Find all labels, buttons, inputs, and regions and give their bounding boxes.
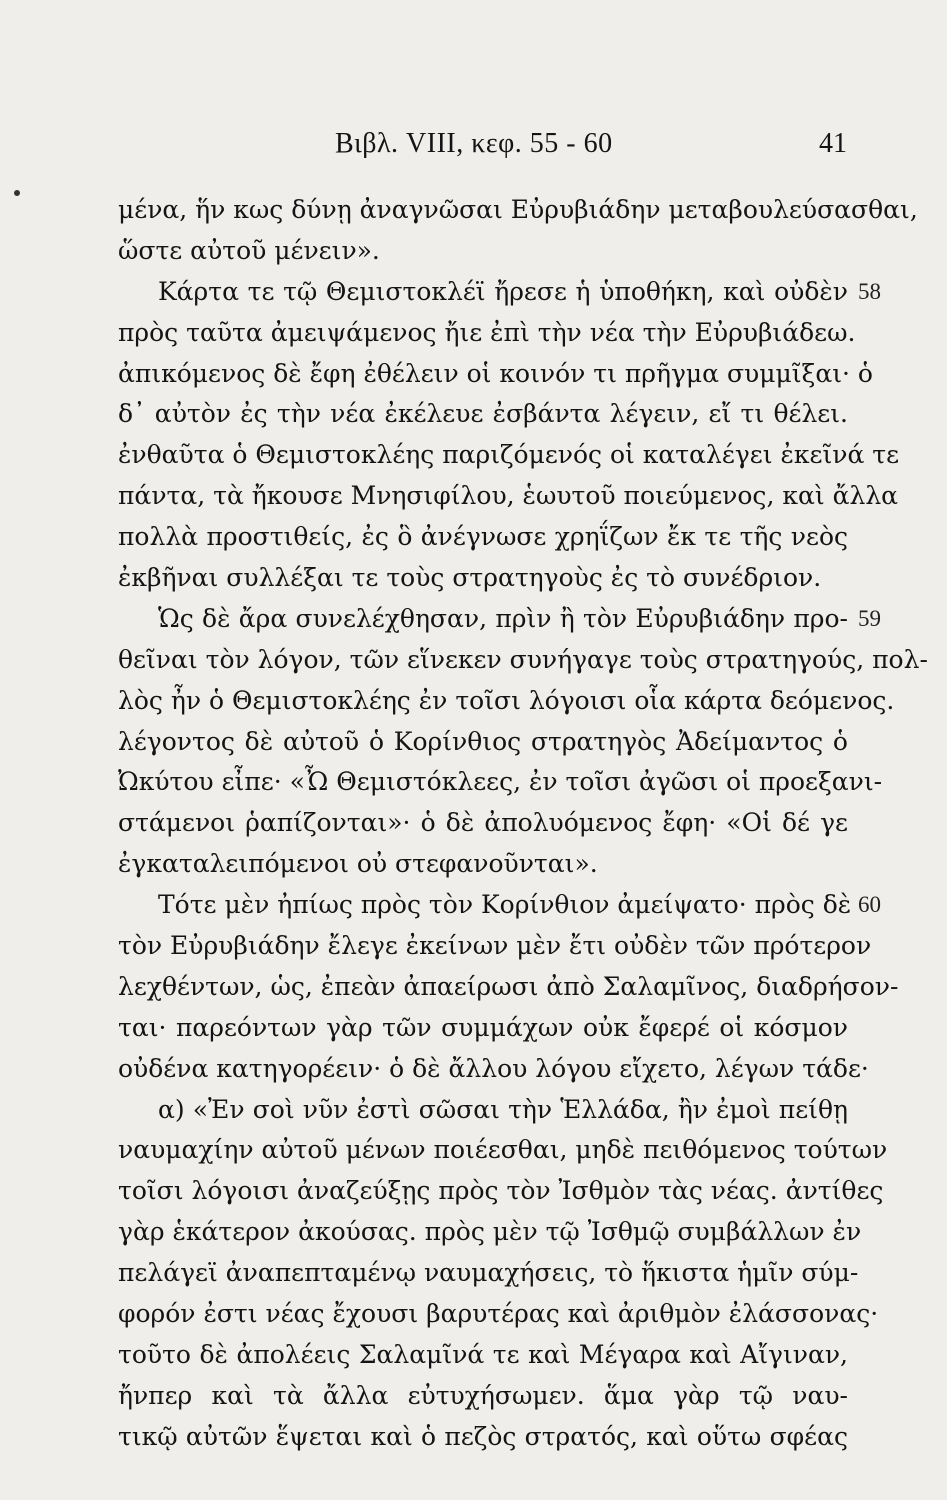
- text-line: [118, 476, 899, 517]
- text-line: [118, 558, 848, 599]
- line-text: λέγοντος δὲ αὐτοῦ ὁ Κορίνθιος στρατηγὸς Ἀδείμαντος ὁ: [118, 726, 848, 756]
- line-text: ἐγκαταλειπόμενοι οὐ στεφανοῦνται».: [118, 849, 598, 879]
- line-text: Ὡς δὲ ἄρα συνελέχθησαν, πρὶν ἢ τὸν Εὐρυβιάδην προ-: [158, 603, 848, 633]
- text-line: [118, 1130, 888, 1171]
- line-text: ἐνθαῦτα ὁ Θεμιστοκλέης παριζόμενός οἱ καταλέγει ἐκεῖνά τε: [118, 440, 900, 470]
- line-text: δ᾽ αὐτὸν ἐς τὴν νέα ἐκέλευε ἐσβάντα λέγειν, εἴ τι θέλει.: [118, 399, 848, 429]
- text-line: [118, 1417, 848, 1458]
- line-text: πρὸς ταῦτα ἀμειψάμενος ἤιε ἐπὶ τὴν νέα τὴν Εὐρυβιάδεω.: [118, 317, 856, 347]
- print-speck: [14, 190, 20, 196]
- chapter-number: 58: [858, 278, 881, 304]
- page-number: 41: [819, 128, 847, 159]
- line-text: οὐδένα κατηγορέειν· ὁ δὲ ἄλλου λόγου εἴχετο, λέγων τάδε·: [118, 1053, 869, 1083]
- line-text: στάμενοι ῥαπίζονται»· ὁ δὲ ἀπολυόμενος ἔφη· «Οἱ δέ γε: [118, 808, 848, 838]
- text-line: [118, 190, 918, 231]
- text-line: [118, 354, 873, 395]
- text-line: [118, 1090, 848, 1131]
- text-line: [118, 762, 883, 803]
- text-line: [118, 844, 848, 885]
- line-text: α) «Ἐν σοὶ νῦν ἐστὶ σῶσαι τὴν Ἑλλάδα, ἢν ἐμοὶ πείθῃ: [158, 1094, 848, 1124]
- line-text: τοῦτο δὲ ἀπολέεις Σαλαμῖνά τε καὶ Μέγαρα καὶ Αἴγιναν,: [118, 1339, 848, 1369]
- text-line: [118, 885, 881, 926]
- line-text: πάντα, τὰ ἤκουσε Μνησιφίλου, ἑωυτοῦ ποιεύμενος, καὶ ἄλλα: [118, 481, 899, 511]
- line-text: ἤνπερ καὶ τὰ ἄλλα εὐτυχήσωμεν. ἅμα γὰρ τῷ ναυ-: [118, 1380, 848, 1410]
- line-text: ἀπικόμενος δὲ ἔφη ἐθέλειν οἱ κοινόν τι πρῆγμα συμμῖξαι· ὁ: [118, 358, 873, 388]
- text-line: [118, 394, 848, 435]
- text-line: [118, 1008, 848, 1049]
- text-line: [118, 435, 900, 476]
- line-text: ται· παρεόντων γὰρ τῶν συμμάχων οὐκ ἔφερέ οἱ κόσμον: [118, 1012, 848, 1042]
- text-line: [118, 681, 895, 722]
- text-line: [118, 599, 881, 640]
- text-line: [118, 1171, 884, 1212]
- chapter-number: 59: [858, 605, 881, 631]
- running-title: Βιβλ. VIII, κεφ. 55 - 60: [335, 128, 613, 159]
- line-text: ἐκβῆναι συλλέξαι τε τοὺς στρατηγοὺς ἐς τὸ συνέδριον.: [118, 563, 822, 593]
- line-text: πελάγεϊ ἀναπεπταμένῳ ναυμαχήσεις, τὸ ἥκιστα ἡμῖν σύμ-: [118, 1258, 859, 1288]
- line-text: Ὠκύτου εἶπε· «Ὦ Θεμιστόκλεες, ἐν τοῖσι ἀγῶσι οἱ προεξανι-: [118, 767, 883, 797]
- line-text: θεῖναι τὸν λόγον, τῶν εἵνεκεν συνήγαγε τοὺς στρατηγούς, πολ-: [118, 644, 928, 674]
- line-text: φορόν ἐστι νέας ἔχουσι βαρυτέρας καὶ ἀριθμὸν ἐλάσσονας·: [118, 1299, 879, 1329]
- line-text: Τότε μὲν ἠπίως πρὸς τὸν Κορίνθιον ἀμείψατο· πρὸς δὲ: [158, 890, 852, 920]
- line-text: λὸς ἦν ὁ Θεμιστοκλέης ἐν τοῖσι λόγοισι οἷα κάρτα δεόμενος.: [118, 685, 895, 715]
- text-line: [118, 313, 856, 354]
- text-line: [118, 803, 848, 844]
- line-text: τὸν Εὐρυβιάδην ἔλεγε ἐκείνων μὲν ἔτι οὐδὲν τῶν πρότερον: [118, 931, 872, 961]
- text-line: [118, 722, 848, 763]
- body-text: [118, 190, 928, 1458]
- text-line: [118, 1376, 848, 1417]
- text-line: [118, 517, 848, 558]
- text-line: [118, 967, 899, 1008]
- chapter-number: 60: [858, 892, 881, 918]
- line-text: γὰρ ἑκάτερον ἀκούσας. πρὸς μὲν τῷ Ἰσθμῷ συμβάλλων ἐν: [118, 1217, 862, 1247]
- text-line: [118, 1294, 879, 1335]
- text-line: [118, 231, 848, 272]
- text-line: [118, 272, 881, 313]
- text-line: [118, 640, 928, 681]
- line-text: ὥστε αὐτοῦ μένειν».: [118, 235, 380, 265]
- text-line: [118, 1335, 848, 1376]
- line-text: Κάρτα τε τῷ Θεμιστοκλέϊ ἤρεσε ἡ ὑποθήκη, καὶ οὐδὲν: [158, 276, 848, 306]
- line-text: πολλὰ προστιθείς, ἐς ὃ ἀνέγνωσε χρηΐζων ἔκ τε τῆς νεὸς: [118, 522, 848, 552]
- text-line: [118, 1049, 869, 1090]
- running-head: [0, 128, 947, 168]
- line-text: τοῖσι λόγοισι ἀναζεύξῃς πρὸς τὸν Ἰσθμὸν τὰς νέας. ἀντίθες: [118, 1176, 884, 1206]
- line-text: λεχθέντων, ὡς, ἐπεὰν ἀπαείρωσι ἀπὸ Σαλαμῖνος, διαδρήσον-: [118, 971, 899, 1001]
- line-text: τικῷ αὐτῶν ἕψεται καὶ ὁ πεζὸς στρατός, καὶ οὕτω σφέας: [118, 1421, 848, 1451]
- line-text: μένα, ἥν κως δύνῃ ἀναγνῶσαι Εὐρυβιάδην μεταβουλεύσασθαι,: [118, 195, 918, 224]
- text-line: [118, 1212, 862, 1253]
- line-text: ναυμαχίην αὐτοῦ μένων ποιέεσθαι, μηδὲ πειθόμενος τούτων: [118, 1135, 888, 1165]
- text-line: [118, 1253, 859, 1294]
- text-line: [118, 926, 872, 967]
